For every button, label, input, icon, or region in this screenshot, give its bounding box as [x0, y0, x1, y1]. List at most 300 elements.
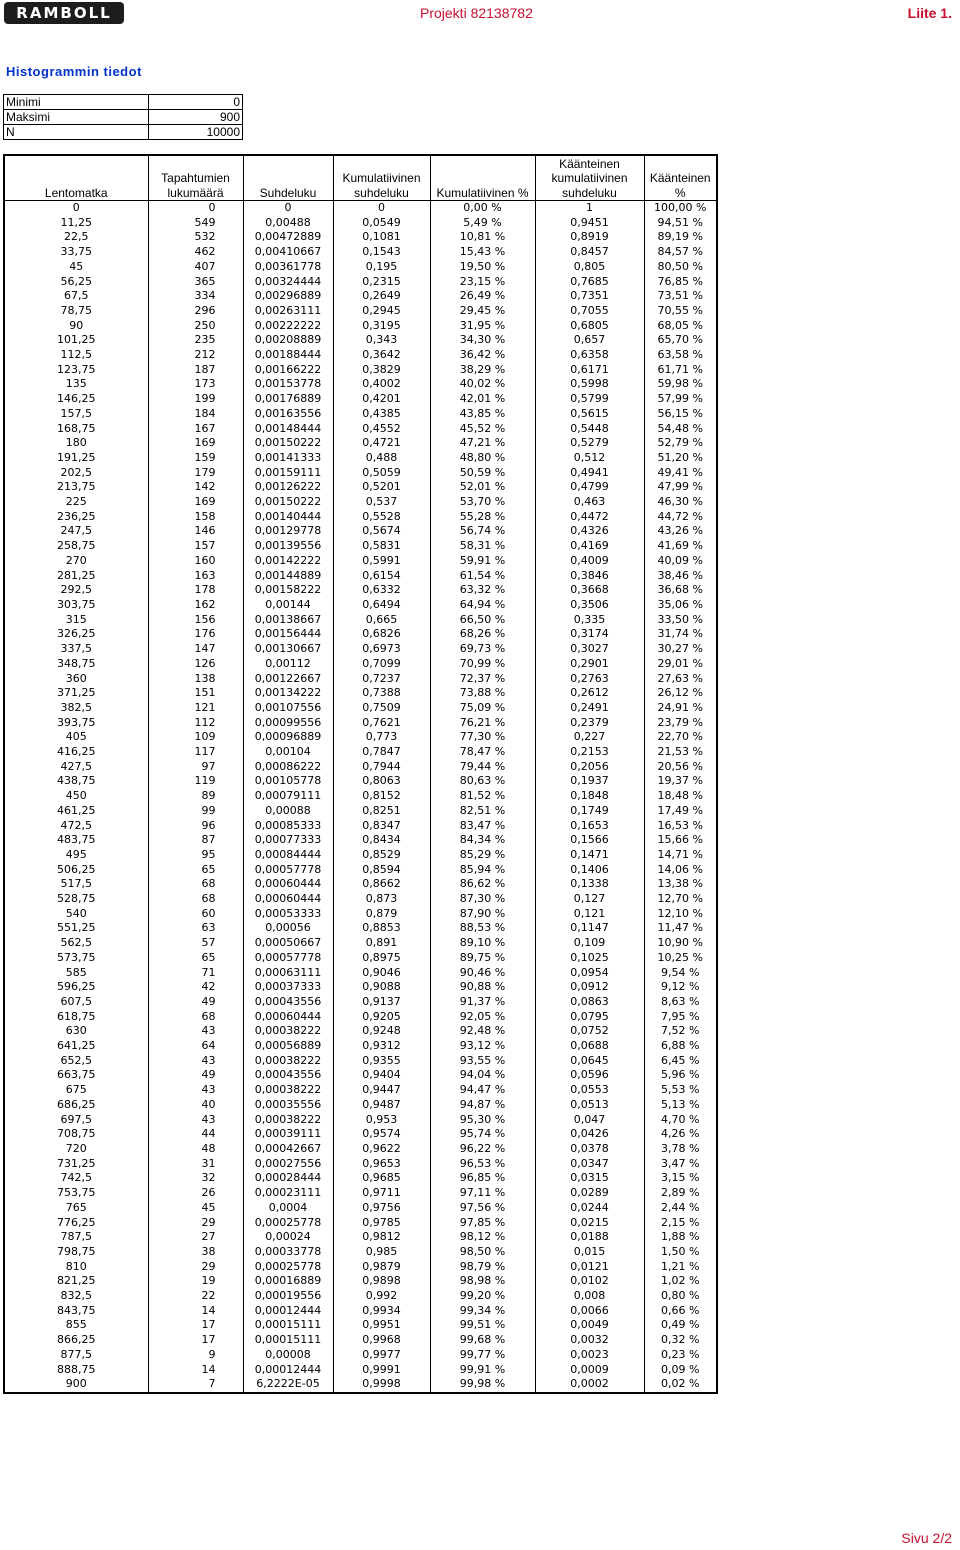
table-cell: 0,3846 — [535, 569, 644, 584]
table-cell: 35,06 % — [644, 598, 717, 613]
table-cell: 95,74 % — [430, 1127, 535, 1142]
table-cell: 45 — [148, 1201, 243, 1216]
table-cell: 0,00038222 — [243, 1024, 333, 1039]
table-cell: 94,47 % — [430, 1083, 535, 1098]
table-cell: 96 — [148, 819, 243, 834]
table-row — [4, 289, 717, 304]
table-cell: 0,3195 — [333, 319, 430, 334]
table-cell: 38 — [148, 1245, 243, 1260]
table-cell: 0,9991 — [333, 1363, 430, 1378]
table-cell: 20,56 % — [644, 760, 717, 775]
table-cell: 697,5 — [4, 1113, 148, 1128]
table-cell: 11,47 % — [644, 921, 717, 936]
table-row — [4, 951, 717, 966]
table-cell: 0,7099 — [333, 657, 430, 672]
table-cell: 0,9812 — [333, 1230, 430, 1245]
table-cell: 0,00153778 — [243, 377, 333, 392]
table-cell: 22,70 % — [644, 730, 717, 745]
table-cell: 0,873 — [333, 892, 430, 907]
table-cell: 0,9574 — [333, 1127, 430, 1142]
table-cell: 2,89 % — [644, 1186, 717, 1201]
table-cell: 0,9977 — [333, 1348, 430, 1363]
stats-row-max — [4, 110, 243, 125]
table-cell: 5,96 % — [644, 1068, 717, 1083]
table-cell: 15,66 % — [644, 833, 717, 848]
table-cell: 40,09 % — [644, 554, 717, 569]
table-cell: 0,121 — [535, 907, 644, 922]
table-cell: 146,25 — [4, 392, 148, 407]
table-cell: 97,11 % — [430, 1186, 535, 1201]
table-cell: 157 — [148, 539, 243, 554]
table-cell: 6,45 % — [644, 1054, 717, 1069]
table-row — [4, 907, 717, 922]
table-cell: 80,50 % — [644, 260, 717, 275]
table-cell: 17 — [148, 1318, 243, 1333]
table-cell: 68 — [148, 877, 243, 892]
table-cell: 168,75 — [4, 422, 148, 437]
table-cell: 53,70 % — [430, 495, 535, 510]
table-cell: 0,7351 — [535, 289, 644, 304]
table-row — [4, 1068, 717, 1083]
table-row — [4, 730, 717, 745]
table-cell: 68,05 % — [644, 319, 717, 334]
table-cell: 156 — [148, 613, 243, 628]
table-cell: 855 — [4, 1318, 148, 1333]
table-cell: 0,0347 — [535, 1157, 644, 1172]
table-row — [4, 1010, 717, 1025]
table-cell: 0,9046 — [333, 966, 430, 981]
table-row — [4, 1260, 717, 1275]
table-cell: 0,00033778 — [243, 1245, 333, 1260]
table-cell: 0,00016889 — [243, 1274, 333, 1289]
table-cell: 0,4169 — [535, 539, 644, 554]
table-cell: 89 — [148, 789, 243, 804]
table-row — [4, 1171, 717, 1186]
table-cell: 832,5 — [4, 1289, 148, 1304]
table-cell: 0,3027 — [535, 642, 644, 657]
table-cell: 0,7944 — [333, 760, 430, 775]
table-row — [4, 569, 717, 584]
table-cell: 72,37 % — [430, 672, 535, 687]
table-row — [4, 275, 717, 290]
table-cell: 43 — [148, 1054, 243, 1069]
table-cell: 202,5 — [4, 466, 148, 481]
table-cell: 0,4326 — [535, 524, 644, 539]
table-cell: 126 — [148, 657, 243, 672]
stats-label: Maksimi — [4, 110, 149, 125]
table-cell: 0,0863 — [535, 995, 644, 1010]
table-cell: 0,9355 — [333, 1054, 430, 1069]
table-cell: 0,8594 — [333, 863, 430, 878]
table-cell: 0,9951 — [333, 1318, 430, 1333]
table-cell: 0,9785 — [333, 1216, 430, 1231]
table-cell: 731,25 — [4, 1157, 148, 1172]
table-cell: 0,00122667 — [243, 672, 333, 687]
table-cell: 5,13 % — [644, 1098, 717, 1113]
table-cell: 607,5 — [4, 995, 148, 1010]
table-cell: 65 — [148, 951, 243, 966]
table-cell: 93,12 % — [430, 1039, 535, 1054]
table-cell: 38,29 % — [430, 363, 535, 378]
table-cell: 0,805 — [535, 260, 644, 275]
table-cell: 0,9487 — [333, 1098, 430, 1113]
table-cell: 162 — [148, 598, 243, 613]
table-cell: 618,75 — [4, 1010, 148, 1025]
table-cell: 0,891 — [333, 936, 430, 951]
table-cell: 0,0378 — [535, 1142, 644, 1157]
table-cell: 71 — [148, 966, 243, 981]
table-cell: 68,26 % — [430, 627, 535, 642]
table-cell: 82,51 % — [430, 804, 535, 819]
table-row — [4, 980, 717, 995]
table-cell: 0,0023 — [535, 1348, 644, 1363]
table-cell: 0,0315 — [535, 1171, 644, 1186]
table-cell: 0,00296889 — [243, 289, 333, 304]
table-cell: 169 — [148, 436, 243, 451]
table-cell: 87,30 % — [430, 892, 535, 907]
table-cell: 0,8919 — [535, 230, 644, 245]
table-cell: 5,53 % — [644, 1083, 717, 1098]
table-cell: 0,00208889 — [243, 333, 333, 348]
table-cell: 65 — [148, 863, 243, 878]
table-row — [4, 804, 717, 819]
table-cell: 0,8662 — [333, 877, 430, 892]
table-cell: 89,19 % — [644, 230, 717, 245]
table-cell: 19,50 % — [430, 260, 535, 275]
table-cell: 0,00472889 — [243, 230, 333, 245]
table-row — [4, 848, 717, 863]
table-cell: 43,26 % — [644, 524, 717, 539]
table-cell: 1,50 % — [644, 1245, 717, 1260]
table-row — [4, 892, 717, 907]
table-cell: 0,195 — [333, 260, 430, 275]
table-cell: 0,5201 — [333, 480, 430, 495]
table-cell: 0 — [148, 201, 243, 216]
table-cell: 0,00129778 — [243, 524, 333, 539]
table-cell: 0,00012444 — [243, 1363, 333, 1378]
table-cell: 59,98 % — [644, 377, 717, 392]
table-row — [4, 539, 717, 554]
table-cell: 0,9685 — [333, 1171, 430, 1186]
table-cell: 0,9248 — [333, 1024, 430, 1039]
table-cell: 49 — [148, 1068, 243, 1083]
table-cell: 0,8152 — [333, 789, 430, 804]
table-cell: 0,00142222 — [243, 554, 333, 569]
table-cell: 94,87 % — [430, 1098, 535, 1113]
table-cell: 0,537 — [333, 495, 430, 510]
table-row — [4, 819, 717, 834]
table-cell: 0,3174 — [535, 627, 644, 642]
table-cell: 0,7685 — [535, 275, 644, 290]
table-cell: 29,01 % — [644, 657, 717, 672]
table-cell: 540 — [4, 907, 148, 922]
table-cell: 83,47 % — [430, 819, 535, 834]
table-cell: 77,30 % — [430, 730, 535, 745]
table-cell: 0,6973 — [333, 642, 430, 657]
table-cell: 0,00063111 — [243, 966, 333, 981]
table-cell: 495 — [4, 848, 148, 863]
table-cell: 675 — [4, 1083, 148, 1098]
table-cell: 798,75 — [4, 1245, 148, 1260]
table-cell: 9,54 % — [644, 966, 717, 981]
table-cell: 0,0426 — [535, 1127, 644, 1142]
table-row — [4, 1245, 717, 1260]
table-cell: 0,0002 — [535, 1377, 644, 1393]
table-cell: 0,2901 — [535, 657, 644, 672]
table-cell: 119 — [148, 774, 243, 789]
table-cell: 0,00077333 — [243, 833, 333, 848]
table-cell: 5,49 % — [430, 216, 535, 231]
table-cell: 0,6805 — [535, 319, 644, 334]
table-cell: 48 — [148, 1142, 243, 1157]
table-cell: 15,43 % — [430, 245, 535, 260]
table-cell: 0,9898 — [333, 1274, 430, 1289]
table-cell: 0,00150222 — [243, 436, 333, 451]
table-row — [4, 1216, 717, 1231]
table-cell: 3,15 % — [644, 1171, 717, 1186]
page-number: Sivu 2/2 — [901, 1530, 952, 1546]
table-cell: 0,00060444 — [243, 892, 333, 907]
table-cell: 596,25 — [4, 980, 148, 995]
table-cell: 0,3668 — [535, 583, 644, 598]
table-cell: 22,5 — [4, 230, 148, 245]
table-cell: 187 — [148, 363, 243, 378]
table-cell: 81,52 % — [430, 789, 535, 804]
histogram-header-row — [4, 155, 717, 201]
table-cell: 0,32 % — [644, 1333, 717, 1348]
table-cell: 73,88 % — [430, 686, 535, 701]
table-row — [4, 1054, 717, 1069]
table-cell: 47,99 % — [644, 480, 717, 495]
table-cell: 0,00130667 — [243, 642, 333, 657]
col-header: Kumulatiivinen suhdeluku — [333, 155, 430, 201]
histogram-body — [4, 201, 717, 1393]
table-cell: 24,91 % — [644, 701, 717, 716]
table-cell: 0,00104 — [243, 745, 333, 760]
table-cell: 0,00112 — [243, 657, 333, 672]
table-cell: 98,50 % — [430, 1245, 535, 1260]
table-cell: 90,46 % — [430, 966, 535, 981]
table-cell: 0,9968 — [333, 1333, 430, 1348]
table-cell: 0,0596 — [535, 1068, 644, 1083]
table-cell: 258,75 — [4, 539, 148, 554]
table-cell: 14,06 % — [644, 863, 717, 878]
table-cell: 0,953 — [333, 1113, 430, 1128]
table-cell: 0,00086222 — [243, 760, 333, 775]
table-cell: 12,70 % — [644, 892, 717, 907]
table-cell: 250 — [148, 319, 243, 334]
table-cell: 70,55 % — [644, 304, 717, 319]
table-cell: 112 — [148, 716, 243, 731]
table-cell: 0,1848 — [535, 789, 644, 804]
table-cell: 0,0215 — [535, 1216, 644, 1231]
table-cell: 0,2153 — [535, 745, 644, 760]
table-cell: 0,4002 — [333, 377, 430, 392]
table-cell: 472,5 — [4, 819, 148, 834]
table-cell: 360 — [4, 672, 148, 687]
table-cell: 64,94 % — [430, 598, 535, 613]
stats-label: N — [4, 125, 149, 140]
table-cell: 0,00015111 — [243, 1333, 333, 1348]
table-cell: 63 — [148, 921, 243, 936]
stats-value: 10000 — [149, 125, 243, 140]
table-cell: 0,00488 — [243, 216, 333, 231]
table-cell: 0,09 % — [644, 1363, 717, 1378]
table-cell: 3,47 % — [644, 1157, 717, 1172]
appendix-label: Liite 1. — [907, 5, 952, 21]
table-cell: 0,00008 — [243, 1348, 333, 1363]
table-cell: 123,75 — [4, 363, 148, 378]
table-cell: 663,75 — [4, 1068, 148, 1083]
table-cell: 0,463 — [535, 495, 644, 510]
table-cell: 0,7509 — [333, 701, 430, 716]
table-cell: 50,59 % — [430, 466, 535, 481]
table-cell: 382,5 — [4, 701, 148, 716]
table-row — [4, 363, 717, 378]
table-cell: 0,00324444 — [243, 275, 333, 290]
table-cell: 0,00027556 — [243, 1157, 333, 1172]
table-cell: 0,2056 — [535, 760, 644, 775]
table-cell: 787,5 — [4, 1230, 148, 1245]
table-cell: 52,79 % — [644, 436, 717, 451]
table-cell: 158 — [148, 510, 243, 525]
table-cell: 0,4941 — [535, 466, 644, 481]
table-cell: 49,41 % — [644, 466, 717, 481]
table-cell: 10,25 % — [644, 951, 717, 966]
table-cell: 0,2945 — [333, 304, 430, 319]
table-cell: 0,1025 — [535, 951, 644, 966]
table-cell: 0,00222222 — [243, 319, 333, 334]
table-row — [4, 936, 717, 951]
table-cell: 652,5 — [4, 1054, 148, 1069]
table-cell: 45,52 % — [430, 422, 535, 437]
table-cell: 0,8347 — [333, 819, 430, 834]
table-cell: 0,00150222 — [243, 495, 333, 510]
table-cell: 80,63 % — [430, 774, 535, 789]
table-cell: 0,0549 — [333, 216, 430, 231]
table-row — [4, 348, 717, 363]
table-cell: 0,2315 — [333, 275, 430, 290]
table-cell: 0,0645 — [535, 1054, 644, 1069]
table-cell: 23,79 % — [644, 716, 717, 731]
table-cell: 92,05 % — [430, 1010, 535, 1025]
table-cell: 19,37 % — [644, 774, 717, 789]
table-row — [4, 1333, 717, 1348]
table-cell: 7,52 % — [644, 1024, 717, 1039]
table-cell: 85,29 % — [430, 848, 535, 863]
table-row — [4, 510, 717, 525]
table-cell: 99,68 % — [430, 1333, 535, 1348]
table-cell: 0,0954 — [535, 966, 644, 981]
table-cell: 159 — [148, 451, 243, 466]
table-cell: 0,00057778 — [243, 863, 333, 878]
table-cell: 9,12 % — [644, 980, 717, 995]
table-cell: 94,04 % — [430, 1068, 535, 1083]
table-cell: 0,6332 — [333, 583, 430, 598]
table-cell: 0,5059 — [333, 466, 430, 481]
table-cell: 0,0121 — [535, 1260, 644, 1275]
table-cell: 416,25 — [4, 745, 148, 760]
table-cell: 0,7847 — [333, 745, 430, 760]
table-cell: 562,5 — [4, 936, 148, 951]
table-row — [4, 1024, 717, 1039]
table-cell: 44 — [148, 1127, 243, 1142]
table-cell: 33,75 — [4, 245, 148, 260]
table-cell: 483,75 — [4, 833, 148, 848]
table-cell: 121 — [148, 701, 243, 716]
table-row — [4, 1230, 717, 1245]
table-row — [4, 319, 717, 334]
table-cell: 225 — [4, 495, 148, 510]
table-cell: 21,53 % — [644, 745, 717, 760]
table-row — [4, 995, 717, 1010]
table-cell: 167 — [148, 422, 243, 437]
table-cell: 0,00107556 — [243, 701, 333, 716]
table-cell: 64 — [148, 1039, 243, 1054]
table-cell: 99,51 % — [430, 1318, 535, 1333]
table-cell: 98,98 % — [430, 1274, 535, 1289]
table-cell: 169 — [148, 495, 243, 510]
table-cell: 0,00410667 — [243, 245, 333, 260]
table-cell: 776,25 — [4, 1216, 148, 1231]
table-cell: 0,5448 — [535, 422, 644, 437]
table-cell: 88,53 % — [430, 921, 535, 936]
table-cell: 0,00042667 — [243, 1142, 333, 1157]
table-cell: 0,665 — [333, 613, 430, 628]
table-cell: 0,9447 — [333, 1083, 430, 1098]
table-cell: 405 — [4, 730, 148, 745]
table-cell: 0,0752 — [535, 1024, 644, 1039]
table-cell: 0,015 — [535, 1245, 644, 1260]
table-cell: 33,50 % — [644, 613, 717, 628]
table-cell: 0,00060444 — [243, 1010, 333, 1025]
col-header: Käänteinen % — [644, 155, 717, 201]
table-cell: 528,75 — [4, 892, 148, 907]
table-cell: 0,00105778 — [243, 774, 333, 789]
table-cell: 31 — [148, 1157, 243, 1172]
table-cell: 56,74 % — [430, 524, 535, 539]
table-cell: 0,9756 — [333, 1201, 430, 1216]
table-cell: 23,15 % — [430, 275, 535, 290]
table-cell: 56,15 % — [644, 407, 717, 422]
table-row — [4, 436, 717, 451]
table-cell: 0,00163556 — [243, 407, 333, 422]
table-cell: 96,53 % — [430, 1157, 535, 1172]
table-row — [4, 1348, 717, 1363]
table-cell: 93,55 % — [430, 1054, 535, 1069]
table-cell: 32 — [148, 1171, 243, 1186]
table-row — [4, 1289, 717, 1304]
table-cell: 0,657 — [535, 333, 644, 348]
table-cell: 178 — [148, 583, 243, 598]
table-cell: 0,00060444 — [243, 877, 333, 892]
col-header: Lentomatka — [4, 155, 148, 201]
table-row — [4, 1039, 717, 1054]
table-cell: 36,42 % — [430, 348, 535, 363]
table-cell: 63,32 % — [430, 583, 535, 598]
table-cell: 0,0244 — [535, 1201, 644, 1216]
table-cell: 180 — [4, 436, 148, 451]
table-cell: 0,8063 — [333, 774, 430, 789]
table-cell: 0,4721 — [333, 436, 430, 451]
histogram-table — [3, 154, 718, 1394]
table-cell: 13,38 % — [644, 877, 717, 892]
table-cell: 31,95 % — [430, 319, 535, 334]
table-cell: 17 — [148, 1333, 243, 1348]
table-cell: 0,1338 — [535, 877, 644, 892]
table-cell: 0,0102 — [535, 1274, 644, 1289]
stats-row-min — [4, 95, 243, 110]
